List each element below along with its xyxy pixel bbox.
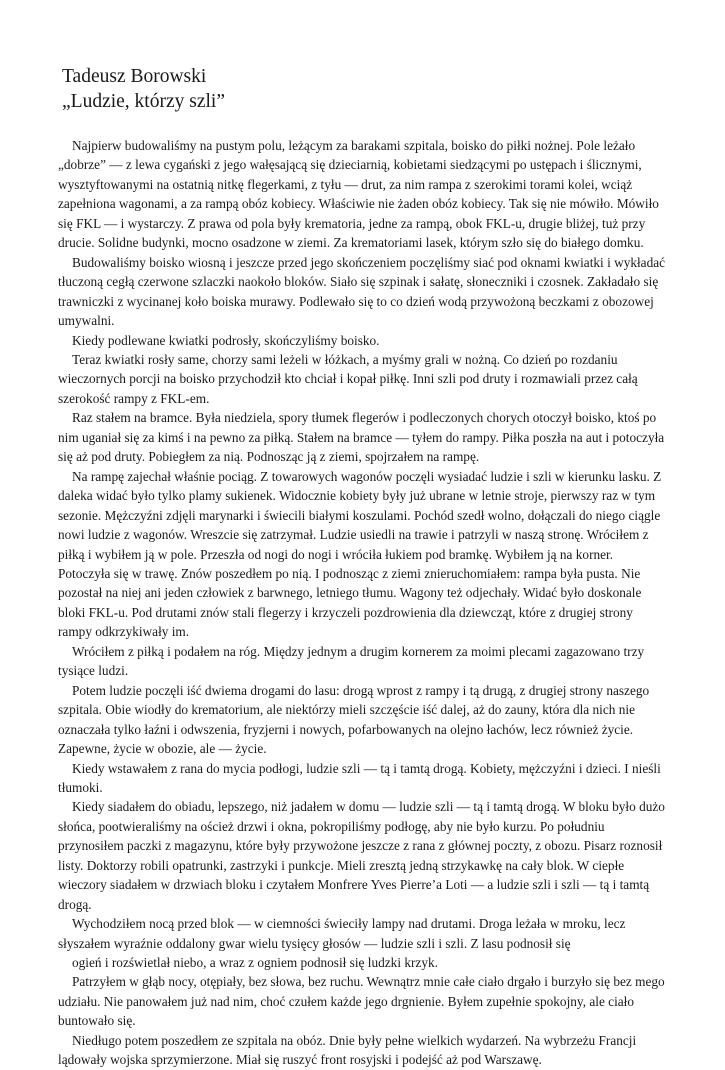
- paragraph: Kiedy siadałem do obiadu, lepszego, niż jadałem w domu — ludzie szli — tą i tamtą drogą. W bloku było dużo słońca, pootwieraliśmy na oścież drzwi i okna, pokropiliśmy podłogę, aby nie było kurzu. Po południu przynosiłem paczki z magazynu, które były przywożone jeszcze z rana z głównej poczty, z obozu. Pisarz roznosił listy. Doktorzy robili opatrunki, zastrzyki i punkcje. Mieli zresztą jedną strzykawkę na cały blok. W ciepłe wieczory siadałem w drzwiach bloku i czytałem Monfrere Yves Pierre’a Loti — a ludzie szli i szli — tą i tamtą drogą.: [58, 799, 665, 912]
- document-title: „Ludzie, którzy szli”: [62, 91, 225, 112]
- paragraph: Kiedy podlewane kwiatki podrosły, skończyliśmy boisko.: [72, 332, 380, 348]
- paragraph: ogień i rozświetlał niebo, a wraz z ogniem podnosił się ludzki krzyk.: [72, 955, 438, 971]
- paragraph: Najpierw budowaliśmy na pustym polu, leżącym za barakami szpitala, boisko do piłki nożnej. Pole leżało „dobrze” — z lewa cygański z jego wałęsającą się dzieciarnią, kobietami siedzącymi po ustępach i ślicznymi, wysztyftowanymi na ostatnią nitkę flegerkami, z tyłu — drut, za nim rampa z szerokimi torami kolei, wciąż zapełniona wagonami, a za rampą obóz kobiecy. Właściwie nie żaden obóz kobiecy. Tak się nie mówiło. Mówiło się FKL — i wystarczy. Z prawa od pola były krematoria, jedne za rampą, obok FKL-u, drugie bliżej, tuż przy drucie. Solidne budynki, mocno osadzone w ziemi. Za krematoriami lasek, którym szło się do białego domku.: [58, 138, 659, 251]
- document-header: [62, 64, 667, 114]
- paragraph: Wróciłem z piłką i podałem na róg. Między jednym a drugim kornerem za moimi plecami zagazowano trzy tysiące ludzi.: [58, 643, 645, 679]
- paragraph: Wychodziłem nocą przed blok — w ciemności świeciły lampy nad drutami. Droga leżała w mroku, lecz słyszałem wyraźnie oddalony gwar wielu tysięcy głosów — ludzie szli i szli. Z lasu podnosił się: [58, 916, 626, 951]
- document-body: [58, 136, 667, 1070]
- paragraph: Kiedy wstawałem z rana do mycia podłogi, ludzie szli — tą i tamtą drogą. Kobiety, mężczyźni i dzieci. I nieśli tłumoki.: [58, 760, 661, 795]
- paragraph: Budowaliśmy boisko wiosną i jeszcze przed jego skończeniem poczęliśmy siać pod oknami kwiatki i wykładać tłuczoną cegłą czerwone szlaczki naokoło bloków. Siało się szpinak i sałatę, słoneczniki i czosnek. Zakładało się trawniczki z wycinanej koło boiska murawy. Podlewało się to co dzień wodą przywożoną beczkami z obozowej umywalni.: [58, 254, 666, 329]
- paragraph: Patrzyłem w głąb nocy, otępiały, bez słowa, bez ruchu. Wewnątrz mnie całe ciało drgało i burzyło się bez mego udziału. Nie panowałem już nad nim, choć czułem każde jego drgnienie. Byłem zupełnie spokojny, ale ciało buntowało się.: [58, 974, 665, 1029]
- paragraph: Na rampę zajechał właśnie pociąg. Z towarowych wagonów poczęli wysiadać ludzie i szli w kierunku lasku. Z daleka widać było tylko plamy sukienek. Widocznie kobiety były już ubrane w letnie stroje, pierwszy raz w tym sezonie. Mężczyźni zdjęli marynarki i świecili białymi koszulami. Pochód szedł wolno, dołączali do niego ciągle nowi ludzie z wagonów. Wreszcie się zatrzymał. Ludzie usiedli na trawie i patrzyli w naszą stronę. Wróciłem z piłką i wybiłem ją w pole. Przeszła od nogi do nogi i wróciła łukiem pod bramkę. Wybiłem ją na korner. Potoczyła się w trawę. Znów poszedłem po nią. I podnosząc z ziemi znieruchomiałem: rampa była pusta. Nie pozostał na niej ani jeden człowiek z barwnego, letniego tłumu. Wagony też odjechały. Widać było doskonale bloki FKL-u. Pod drutami znów stali flegerzy i krzyczeli pozdrowienia dla dziewcząt, które z drugiej strony rampy odkrzykiwały im.: [58, 468, 662, 640]
- author-name: Tadeusz Borowski: [62, 66, 207, 87]
- paragraph: Raz stałem na bramce. Była niedziela, spory tłumek flegerów i podleczonych chorych otoczył boisko, ktoś po nim uganiał się za kimś i na pewno za piłką. Stałem na bramce — tyłem do rampy. Piłka poszła na aut i potoczyła się aż pod druty. Pobiegłem za nią. Podnosząc ją z ziemi, spojrzałem na rampę.: [58, 410, 665, 465]
- paragraph: Potem ludzie poczęli iść dwiema drogami do lasu: drogą wprost z rampy i tą drugą, z drugiej strony naszego szpitala. Obie wiodły do krematorium, ale niektórzy mieli szczęście iść dalej, aż do zauny, która dla nich nie oznaczała tylko łaźni i odwszenia, fryzjerni i nowych, pofarbowanych na olejno łachów, lecz również życie. Zapewne, życie w obozie, ale — życie.: [58, 682, 650, 757]
- paragraph: Niedługo potem poszedłem ze szpitala na obóz. Dnie były pełne wielkich wydarzeń. Na wybrzeżu Francji lądowały wojska sprzymierzone. Miał się ruszyć front rosyjski i podejść aż pod Warszawę.: [58, 1032, 637, 1068]
- paragraph: Teraz kwiatki rosły same, chorzy sami leżeli w łóżkach, a myśmy grali w nożną. Co dzień po rozdaniu wieczornych porcji na boisko przychodził kto chciał i kopał piłkę. Inni szli pod druty i rozmawiali przez całą szerokość rampy z FKL-em.: [58, 351, 638, 406]
